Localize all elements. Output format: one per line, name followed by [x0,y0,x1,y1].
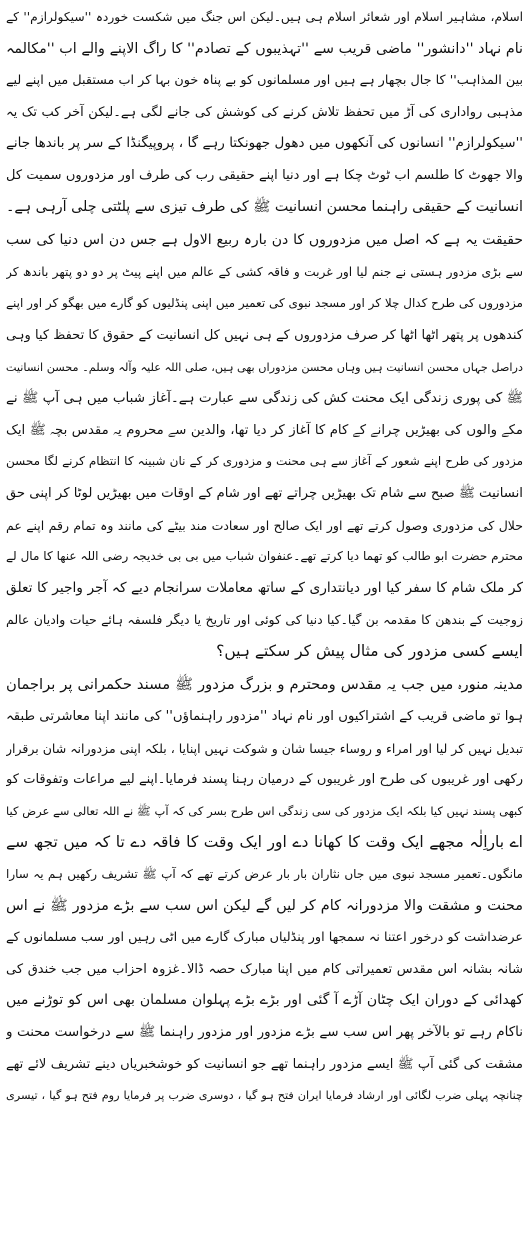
text-line: شانہ بشانہ اس مقدس تعمیراتی کام میں اپنا مبارک حصہ ڈالا۔غزوہ احزاب میں جب خندق کی [6,961,523,977]
text-line: رکھی اور غریبوں کی طرح اور غریبوں کے درمیان رہنا پسند فرمایا۔اپنے لیے مراعات وتفوقات کو [6,772,523,788]
text-line: اے باراِلٰہ مجھے ایک وقت کا کھانا دے اور ایک وقت کا فاقہ دے تا کہ میں تجھ سے [6,833,523,852]
text-line: مزدوروں کی طرح کدال چلا کر اور مسجد نبوی کی تعمیر میں اپنی پنڈلیوں کو گارے میں بھگو کر اور اپنے [6,296,523,311]
text-line: حلال کی مزدوری وصول کرتے تھے اور ایک صالح اور سعادت مند بیٹے کی مانند وہ تمام رقم اپنے عم [6,517,523,533]
text-line: چنانچہ پہلی ضرب لگائی اور ارشاد فرمایا ایران فتح ہو گیا ، دوسری ضرب پر فرمایا روم فتح ہو گیا ، تیسری [6,1089,523,1103]
paragraph-madinah [6,669,523,1111]
text-line: زوجیت کے بندھن کا مقدمہ بن گیا۔کیا دنیا کی کوئی اور تاریخ یا دیگر فلسفہ ہائے حیات وادیان عالم [6,612,523,628]
text-line: عرضداشت کو درخور اعتنا نہ سمجھا اور پنڈلیاں مبارک گارے میں اٹی رہیں اور سب مسلمانوں کے [6,930,523,946]
text-line: مدینہ منورہ میں جب یہ مقدس ومحترم و بزرگ مزدور ﷺ مسند حکمرانی پر براجمان [6,676,523,694]
text-line: کھدائی کے دوران ایک چٹان آڑے آ گئی اور بڑے بڑے پہلوان مسلمان بھی اس کو توڑنے میں [6,992,523,1009]
text-line: مشقت کی گئی آپ ﷺ ایسے مزدور راہنما تھے جو انسانیت کو خوشخبریاں دینے تشریف لائے تھے [6,1056,523,1072]
text-line: محترم حضرت ابو طالب کو تھما دیا کرتے تھے۔عنفوان شباب میں بی بی خدیجہ رضی اللہ عنھا کا مال لے [6,549,523,564]
text-line: ہوا تو ماضی قریب کے اشتراکیوں اور نام نہاد ''مزدور راہنماؤں'' کی مانند اپنا معاشرتی طبقہ [6,709,523,725]
text-line: نام نہاد ''دانشور'' ماضی قریب سے ''تہذیبوں کے تصادم'' کا راگ الاپنے والے اب ''مکالمہ [6,40,523,57]
text-line: مانگوں۔تعمیر مسجد نبوی میں جاں نثاران بار بار عرض کرتے تھے کہ آپ ﷺ تشریف رکھیں ہم یہ سارا [6,867,523,882]
text-line: محنت و مشقت والا مزدورانہ کام کر لیں گے لیکن اس سب سے بڑے مزدور ﷺ نے اس [6,897,523,914]
text-line: سے بڑی مزدور ہستی نے جنم لیا اور غربت و فاقہ کشی کے عالم میں اپنے پیٹ پر دو دو پتھر باندھ کر [6,264,523,279]
text-line: انسانیت ﷺ صبح سے شام تک بھیڑیں چراتے تھے اور شام کے اوقات میں بھیڑیں لوٹا کر اپنی حق [6,485,523,501]
text-line: مکے والوں کی بھیڑیں چرانے کے کام کا آغاز کر دیا تھا، والدین سے محروم یہ مقدس بچہ ﷺ ایک [6,422,523,438]
text-line: انسانیت کے حقیقی راہنما محسن انسانیت ﷺ کی طرف تیزی سے پلٹتی چلی آرہی ہے۔ [6,198,523,215]
text-line: کندھوں پر پتھر اٹھا اٹھا کر صرف مزدوروں کے ہی نہیں کل انسانیت کے حقوق کا تحفظ کیا وہی [6,327,523,343]
text-line: کر ملک شام کا سفر کیا اور دیانتداری کے ساتھ معاملات سرانجام دیے کہ آجر واجیر کا تعلق [6,579,523,596]
text-line: مزدور کی طرح اپنے شعور کے آغاز سے ہی محنت و مزدوری کر کے نان شبینہ کا انتظام کرنے لگا محسن [6,454,523,469]
paragraph-labour-day [6,225,523,667]
text-line: تبدیل نہیں کر لیا اور امراء و روساء جیسا شان و شوکت نہیں اپنایا ، بلکہ اپنی مزدورانہ شان برقرار [6,740,523,756]
text-line: ﷺ کی پوری زندگی ایک محنت کش کی زندگی سے عبارت ہے۔آغاز شباب میں ہی آپ ﷺ نے [6,390,523,407]
text-line: دراصل جہاں محسن انسانیت ہیں وہاں محسن مزدوراں بھی ہیں، صلی اللہ علیہ وآلہ وسلم۔ محسن انسانیت [6,360,523,374]
text-line: ''سیکولرازم'' انسانوں کی آنکھوں میں دھول جھونکتا رہے گا ، پروپیگنڈا کے سر پر باندھا جانے [6,135,523,152]
text-line: کبھی پسند نہیں کیا بلکہ ایک مزدور کی سی زندگی اس طرح بسر کی کہ آپ ﷺ نے اللہ تعالی سے عرض کیا [6,803,523,818]
text-line: ناکام رہے تو بالآخر پھر اس سب سے بڑے مزدور اور مزدور راہنما ﷺ سے درخواست محنت و [6,1024,523,1040]
text-line: ایسے کسی مزدور کی مثال پیش کر سکتے ہیں؟ [216,641,523,660]
text-line: والا جھوٹ کا طلسم اب ٹوٹ چکا ہے اور دنیا اپنے حقیقی رب کی طرف اور مزدوروں سمیت کل [6,167,523,183]
text-line: اسلام، مشاہیر اسلام اور شعائر اسلام ہی ہیں۔لیکن اس جنگ میں شکست خوردہ ''سیکولرازم'' کے [6,10,523,24]
text-line: بین المذاہب'' کا جال بچھار ہے ہیں اور مسلمانوں کو بے پناہ خون بہا کر اب مستقبل میں اپنے لیے [6,73,523,89]
text-line: مذہبی رواداری کی آڑ میں تحفظ تلاش کرنے کی کوشش کی جانے لگی ہے۔لیکن آخر کب تک یہ [6,104,523,120]
text-line: حقیقت یہ ہے کہ اصل میں مزدوروں کا دن بارہ ربیع الاول ہے جس دن اس دنیا کی سب [6,232,523,249]
paragraph-intro [6,2,523,223]
